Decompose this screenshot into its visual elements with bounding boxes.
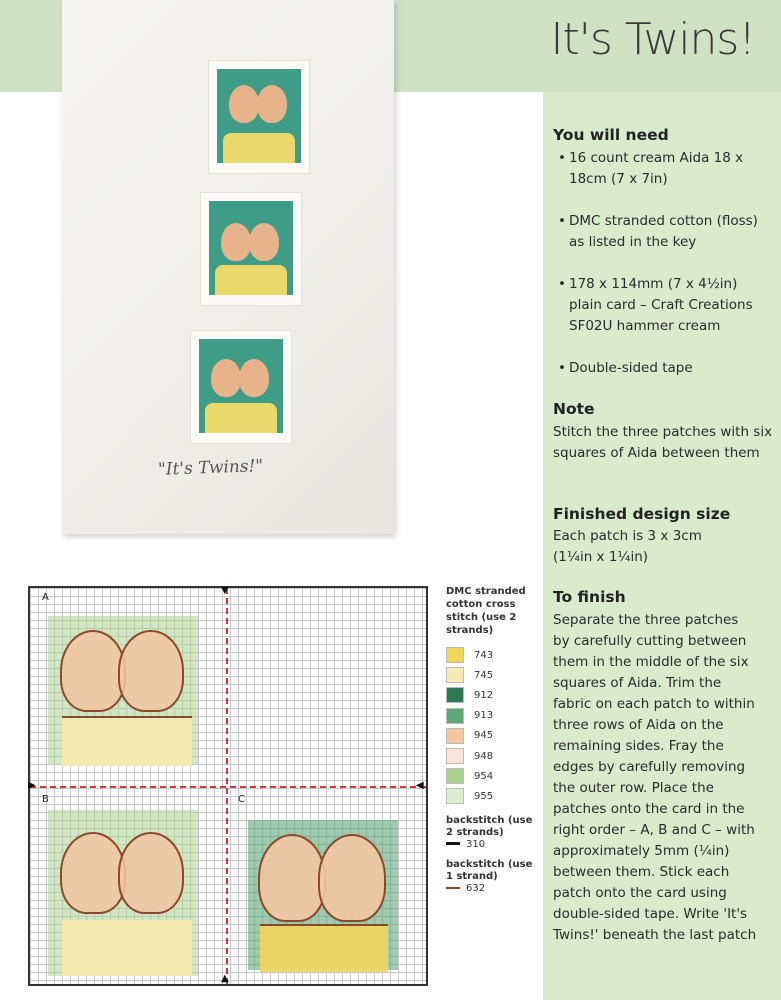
motif-a: [48, 616, 198, 764]
page-title: It's Twins!: [550, 14, 755, 65]
arrow-down-icon: ▼: [221, 585, 229, 596]
patch-b: [200, 192, 302, 306]
chart-label-a: A: [42, 592, 49, 603]
patch-a: [208, 60, 310, 174]
need-item: • DMC stranded cotton (floss) as listed in the key: [558, 213, 758, 250]
thread-swatch: [446, 788, 464, 804]
chart-label-c: C: [238, 794, 245, 805]
thread-swatch: [446, 687, 464, 703]
you-will-need-heading: You will need: [553, 126, 669, 144]
thread-key-row: [446, 685, 538, 705]
thread-code: 743: [474, 649, 494, 661]
finished-size-text: Each patch is 3 x 3cm (1¼in x 1¼in): [553, 528, 702, 565]
motif-b: [48, 810, 198, 976]
card-photo: [62, 0, 394, 534]
backstitch-code: 632: [466, 882, 486, 894]
thread-code: 913: [474, 710, 494, 722]
backstitch-key-1: [446, 815, 538, 851]
thread-key-row: [446, 746, 538, 766]
backstitch-swatch: [446, 842, 460, 845]
thread-code: 948: [474, 750, 494, 762]
need-item: • Double-sided tape: [558, 360, 693, 376]
to-finish-heading: To finish: [553, 588, 626, 606]
photo-caption: "It's Twins!": [157, 456, 264, 480]
arrow-up-icon: ▲: [221, 973, 229, 984]
thread-code: 954: [474, 770, 494, 782]
key-heading: DMC stranded cotton cross stitch (use 2 strands): [446, 586, 526, 636]
note-heading: Note: [553, 400, 595, 418]
stitch-chart: [28, 586, 428, 986]
backstitch-label: backstitch (use 2 strands): [446, 814, 533, 838]
thread-swatch: [446, 708, 464, 724]
thread-code: 912: [474, 689, 494, 701]
center-line-horizontal: [30, 786, 426, 788]
thread-key-row: [446, 706, 538, 726]
thread-key-row: [446, 665, 538, 685]
chart-label-b: B: [42, 794, 49, 805]
backstitch-swatch: [446, 887, 460, 889]
thread-swatch: [446, 768, 464, 784]
patch-c: [190, 330, 292, 444]
motif-c: [248, 820, 398, 970]
note-text: Stitch the three patches with six squares of Aida between them: [553, 424, 773, 461]
thread-swatch: [446, 647, 464, 663]
thread-key-row: [446, 726, 538, 746]
thread-key-row: [446, 766, 538, 786]
backstitch-code: 310: [466, 838, 486, 850]
thread-code: 955: [474, 790, 494, 802]
need-item: • 16 count cream Aida 18 x 18cm (7 x 7in): [558, 150, 744, 187]
backstitch-label: backstitch (use 1 strand): [446, 858, 533, 882]
thread-key-row: [446, 645, 538, 665]
need-item: • 178 x 114mm (7 x 4½in) plain card – Craft Creations SF02U hammer cream: [558, 276, 753, 334]
thread-swatch: [446, 748, 464, 764]
finished-size-heading: Finished design size: [553, 505, 731, 523]
thread-key: [446, 585, 538, 895]
backstitch-key-2: [446, 859, 538, 895]
thread-key-row: [446, 786, 538, 806]
thread-code: 945: [474, 730, 494, 742]
arrow-right-icon: ▶: [28, 780, 36, 791]
thread-swatch: [446, 667, 464, 683]
to-finish-text: Separate the three patches by carefully cutting between them in the middle of the six squares of Aida. Trim the fabric on each patch to within three rows of Aida on the remaining sides. Fray the edges by carefully removing the outer row. Place the patches onto the card in the right order – A, B and C – with approximately 5mm (¼in) between them. Stick each patch onto the card using double-sided tape. Write 'It's Twins!' beneath the last patch: [553, 612, 757, 943]
thread-swatch: [446, 728, 464, 744]
thread-code: 745: [474, 669, 494, 681]
arrow-left-icon: ◀: [416, 780, 424, 791]
